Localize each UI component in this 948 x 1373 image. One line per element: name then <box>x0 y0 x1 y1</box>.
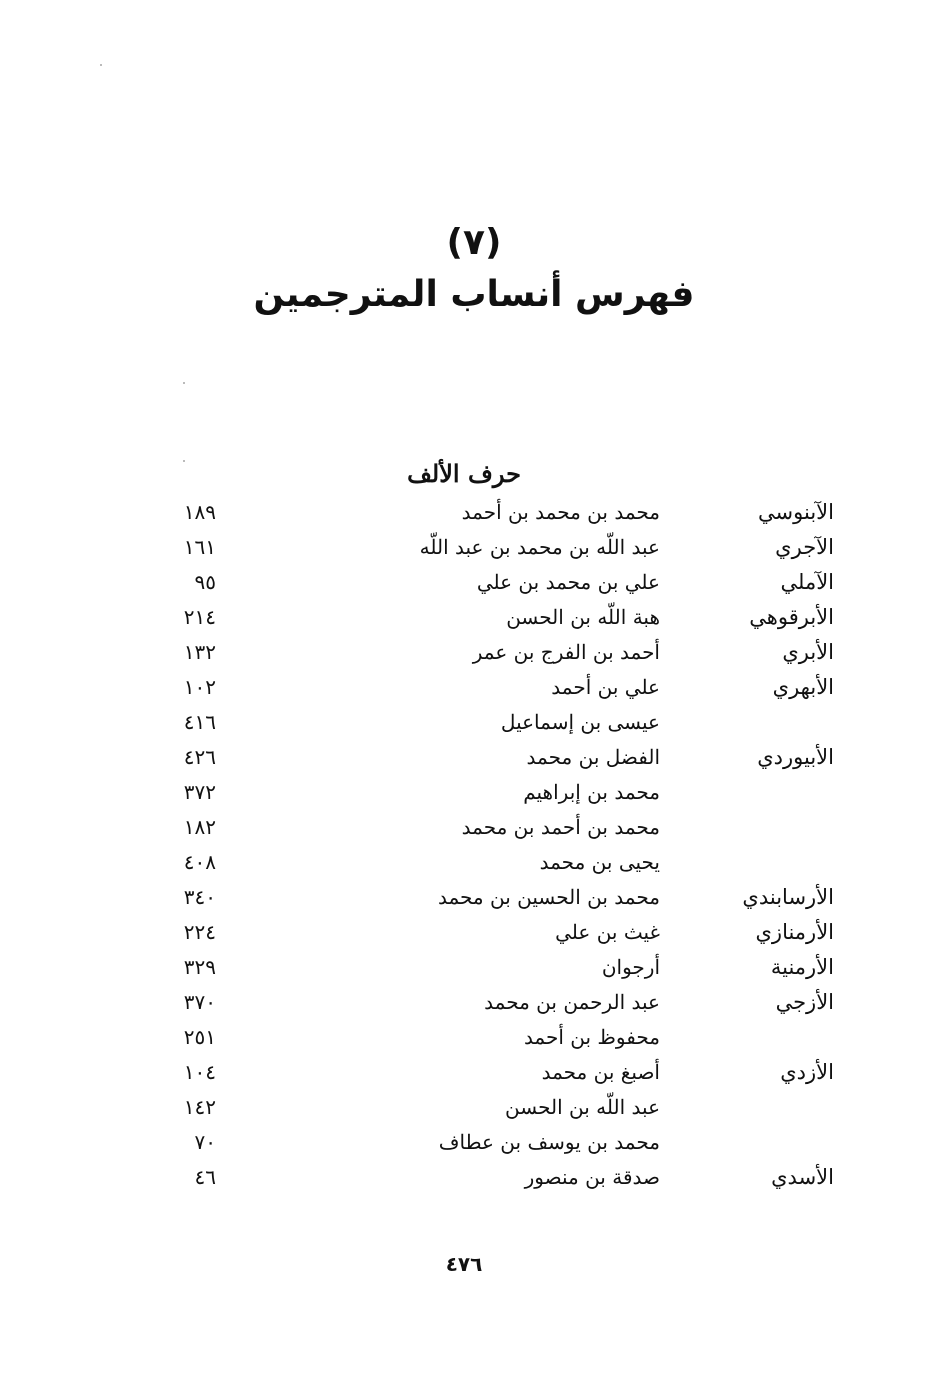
index-row <box>0 1130 948 1165</box>
scan-speck <box>183 382 185 384</box>
person-name: أحمد بن الفرج بن عمر <box>472 640 660 664</box>
person-name: صدقة بن منصور <box>524 1165 660 1189</box>
page-reference: ٢٢٤ <box>183 920 216 944</box>
person-name: علي بن محمد بن علي <box>476 570 660 594</box>
page-reference: ٣٧٠ <box>183 990 216 1014</box>
index-row <box>0 605 948 640</box>
index-row <box>0 1165 948 1200</box>
person-name: محمد بن محمد بن أحمد <box>461 500 660 524</box>
nisba: الأزدي <box>780 1060 834 1084</box>
page-reference: ١٨٢ <box>183 815 216 839</box>
page-reference: ١٨٩ <box>183 500 216 524</box>
index-row <box>0 780 948 815</box>
person-name: أرجوان <box>601 955 660 979</box>
page-title: فهرس أنساب المترجمين <box>253 274 695 315</box>
nisba: الأبرقوهي <box>749 605 834 629</box>
page-reference: ٤٢٦ <box>183 745 216 769</box>
index-row <box>0 815 948 850</box>
index-row <box>0 990 948 1025</box>
index-row <box>0 710 948 745</box>
page-number: ٤٧٦ <box>445 1252 483 1276</box>
nisba: الأرمنازي <box>755 920 834 944</box>
index-row <box>0 640 948 675</box>
nisba: الآجري <box>775 535 834 559</box>
index-row <box>0 535 948 570</box>
nisba: الأسدي <box>771 1165 834 1189</box>
index-row <box>0 570 948 605</box>
page-reference: ٩٥ <box>194 570 216 594</box>
person-name: علي بن أحمد <box>551 675 660 699</box>
scan-speck <box>100 64 102 66</box>
person-name: محمد بن يوسف بن عطاف <box>438 1130 660 1154</box>
person-name: محمد بن الحسين بن محمد <box>437 885 660 909</box>
nisba: الأبهري <box>772 675 834 699</box>
page-reference: ١٤٢ <box>183 1095 216 1119</box>
nisba: الآملي <box>780 570 834 594</box>
page-reference: ٣٤٠ <box>183 885 216 909</box>
page-reference: ١٣٢ <box>183 640 216 664</box>
section-title: حرف الألف <box>407 459 521 488</box>
page-reference: ٧٠ <box>194 1130 216 1154</box>
person-name: محمد بن إبراهيم <box>523 780 660 804</box>
index-row <box>0 955 948 990</box>
page-reference: ٢٥١ <box>183 1025 216 1049</box>
index-row <box>0 1060 948 1095</box>
index-row <box>0 920 948 955</box>
nisba: الآبنوسي <box>758 500 834 524</box>
index-row <box>0 745 948 780</box>
person-name: الفضل بن محمد <box>526 745 660 769</box>
person-name: هبة اللّه بن الحسن <box>506 605 660 629</box>
page-reference: ٣٢٩ <box>183 955 216 979</box>
person-name: غيث بن علي <box>555 920 660 944</box>
index-number: (٧) <box>446 222 502 263</box>
nisba: الأبيوردي <box>757 745 834 769</box>
person-name: عبد اللّه بن الحسن <box>505 1095 660 1119</box>
index-row <box>0 1025 948 1060</box>
index-entries <box>0 500 948 1200</box>
index-row <box>0 850 948 885</box>
page-reference: ١٠٤ <box>183 1060 216 1084</box>
page-reference: ٤٦ <box>194 1165 216 1189</box>
person-name: عبد اللّه بن محمد بن عبد اللّه <box>419 535 660 559</box>
index-row <box>0 885 948 920</box>
person-name: محفوظ بن أحمد <box>523 1025 660 1049</box>
person-name: يحيى بن محمد <box>539 850 660 874</box>
page-reference: ٢١٤ <box>183 605 216 629</box>
page-reference: ١٠٢ <box>183 675 216 699</box>
person-name: عيسى بن إسماعيل <box>500 710 660 734</box>
page-reference: ١٦١ <box>183 535 216 559</box>
page-reference: ٤٠٨ <box>183 850 216 874</box>
index-row <box>0 500 948 535</box>
page-reference: ٣٧٢ <box>183 780 216 804</box>
person-name: عبد الرحمن بن محمد <box>484 990 660 1014</box>
nisba: الأبري <box>782 640 834 664</box>
index-row <box>0 675 948 710</box>
nisba: الأرمنية <box>770 955 834 979</box>
nisba: الأزجي <box>775 990 834 1014</box>
person-name: محمد بن أحمد بن محمد <box>461 815 660 839</box>
page-reference: ٤١٦ <box>183 710 216 734</box>
nisba: الأرسابندي <box>742 885 834 909</box>
person-name: أصبغ بن محمد <box>541 1060 660 1084</box>
index-row <box>0 1095 948 1130</box>
